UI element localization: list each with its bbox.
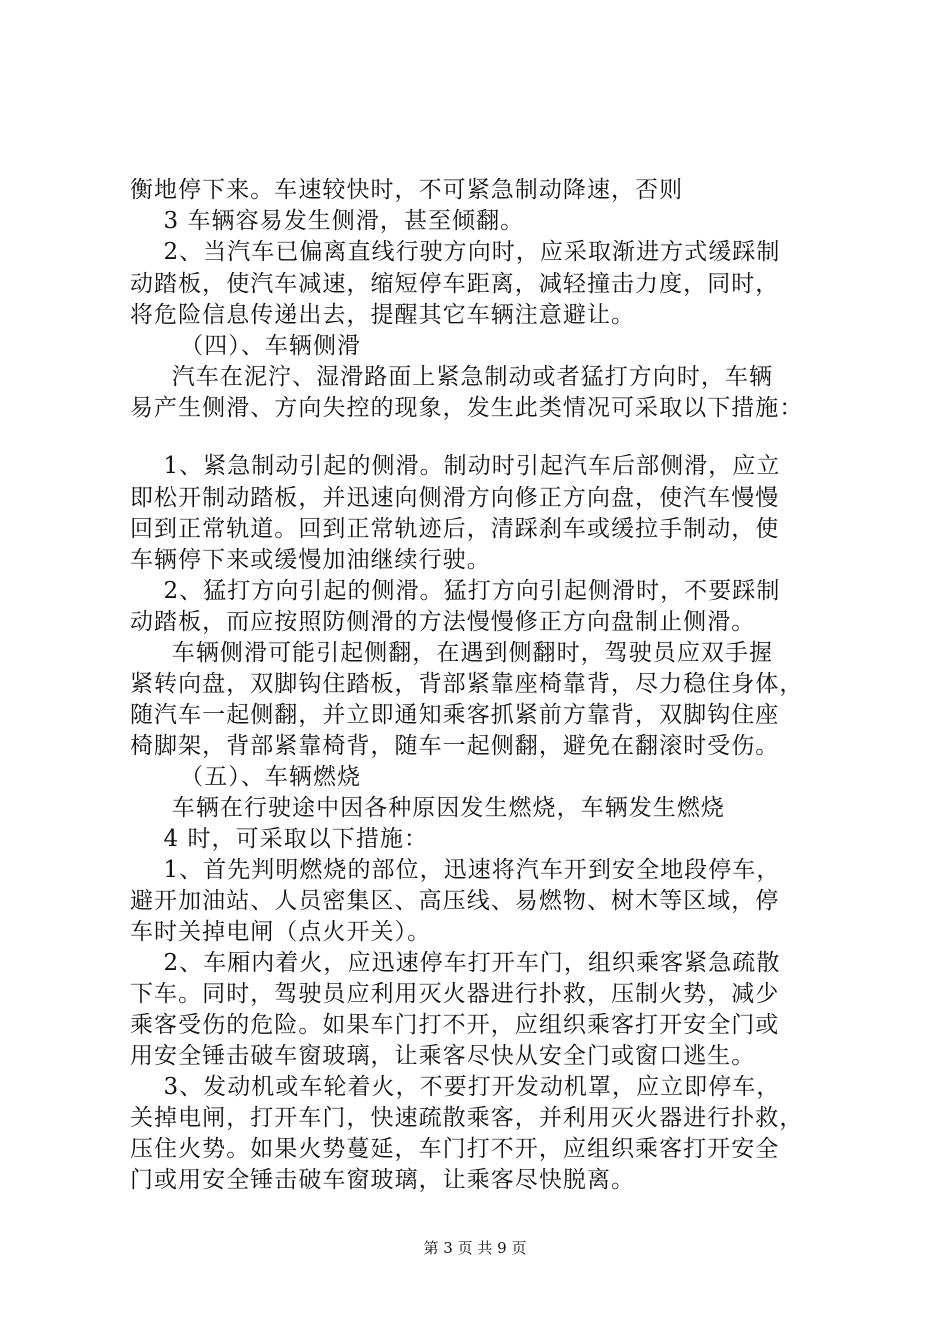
text-line: 将危险信息传递出去，提醒其它车辆注意避让。 bbox=[130, 302, 636, 328]
text-line: 易产生侧滑、方向失控的现象，发生此类情况可采取以下措施： bbox=[130, 395, 804, 421]
text-line: 关掉电闸，打开车门，快速疏散乘客，并利用灭火器进行扑救， bbox=[130, 1105, 804, 1131]
text-line: 压住火势。如果火势蔓延，车门打不开，应组织乘客打开安全 bbox=[130, 1136, 780, 1162]
text-line: 2、猛打方向引起的侧滑。猛打方向引起侧滑时，不要踩制 bbox=[130, 578, 781, 604]
text-line: 随汽车一起侧翻，并立即通知乘客抓紧前方靠背，双脚钩住座 bbox=[130, 702, 780, 728]
text-line: 动踏板，使汽车减速，缩短停车距离，减轻撞击力度，同时， bbox=[130, 271, 780, 297]
text-line: 1、紧急制动引起的侧滑。制动时引起汽车后部侧滑，应立 bbox=[130, 453, 781, 479]
text-line: 即松开制动踏板，并迅速向侧滑方向修正方向盘，使汽车慢慢 bbox=[130, 485, 780, 511]
page-number-footer: 第 3 页 共 9 页 bbox=[423, 1239, 527, 1257]
text-line: 椅脚架，背部紧靠椅背，随车一起侧翻，避免在翻滚时受伤。 bbox=[130, 733, 780, 759]
text-line: 车时关掉电闸（点火开关）。 bbox=[130, 919, 432, 945]
text-line: 衡地停下来。车速较快时，不可紧急制动降速，否则 bbox=[130, 177, 684, 203]
text-line: 避开加油站、人员密集区、高压线、易燃物、树木等区域，停 bbox=[130, 888, 780, 914]
text-line: 车辆在行驶途中因各种原因发生燃烧，车辆发生燃烧 bbox=[130, 795, 725, 821]
text-line: 动踏板，而应按照防侧滑的方法慢慢修正方向盘制止侧滑。 bbox=[130, 609, 756, 635]
text-line: 2、车厢内着火，应迅速停车打开车门，组织乘客紧急疏散 bbox=[130, 950, 781, 976]
text-line: 4 时，可采取以下措施： bbox=[130, 826, 428, 852]
text-line: 汽车在泥泞、湿滑路面上紧急制动或者猛打方向时，车辆 bbox=[130, 364, 774, 390]
text-line: 门或用安全锤击破车窗玻璃，让乘客尽快脱离。 bbox=[130, 1167, 636, 1193]
text-line: 3 车辆容易发生侧滑，甚至倾翻。 bbox=[130, 208, 525, 234]
text-line: 车辆侧滑可能引起侧翻，在遇到侧翻时，驾驶员应双手握 bbox=[130, 640, 774, 666]
text-line: 用安全锤击破车窗玻璃，让乘客尽快从安全门或窗口逃生。 bbox=[130, 1043, 756, 1069]
text-line: 乘客受伤的危险。如果车门打不开，应组织乘客打开安全门或 bbox=[130, 1012, 780, 1038]
text-line: 下车。同时，驾驶员应利用灭火器进行扑救，压制火势，减少 bbox=[130, 981, 780, 1007]
text-line: 回到正常轨道。回到正常轨迹后，清踩刹车或缓拉手制动，使 bbox=[130, 516, 780, 542]
text-line: 车辆停下来或缓慢加油继续行驶。 bbox=[130, 547, 491, 573]
section-heading: （五）、车辆燃烧 bbox=[130, 764, 362, 790]
text-line: 紧转向盘，双脚钩住踏板，背部紧靠座椅靠背，尽力稳住身体， bbox=[130, 671, 804, 697]
section-heading: （四）、车辆侧滑 bbox=[130, 333, 362, 359]
text-line: 3、发动机或车轮着火，不要打开发动机罩，应立即停车， bbox=[130, 1074, 781, 1100]
text-line: 2、当汽车已偏离直线行驶方向时，应采取渐进方式缓踩制 bbox=[130, 239, 781, 265]
text-line: 1、首先判明燃烧的部位，迅速将汽车开到安全地段停车， bbox=[130, 857, 781, 883]
